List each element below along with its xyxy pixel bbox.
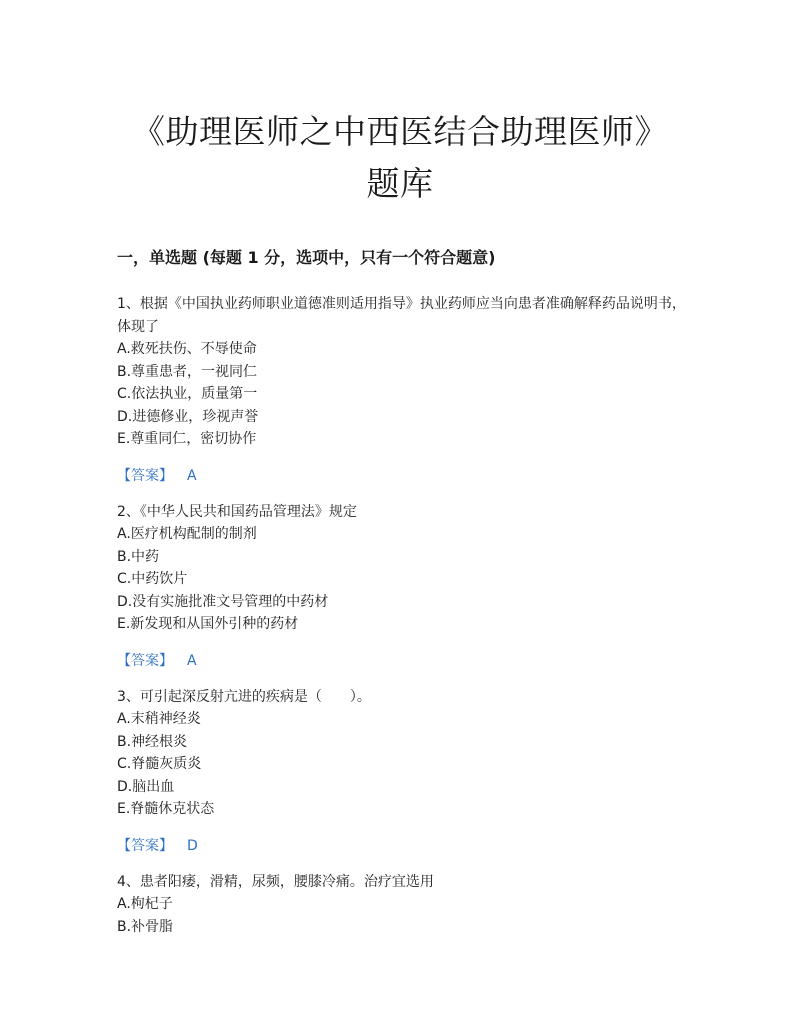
option-a: A.末稍神经炎 (117, 711, 201, 727)
option-c: C.依法执业，质量第一 (117, 386, 258, 402)
option-c: C.中药饮片 (117, 571, 188, 587)
answer-label: 【答案】 (117, 652, 173, 669)
answer-value: A (187, 467, 197, 484)
document-title-line1: 《助理医师之中西医结合助理医师》 (132, 112, 668, 151)
question-stem: 4、患者阳痿，滑精，尿频，腰膝冷痛。治疗宜选用 (117, 873, 434, 890)
option-e: E.尊重同仁，密切协作 (117, 431, 257, 447)
option-b: B.神经根炎 (117, 733, 188, 750)
question-stem: 2、《中华人民共和国药品管理法》规定 (117, 503, 357, 520)
answer-line (117, 650, 687, 672)
question-list (117, 293, 687, 938)
option-d: D.脑出血 (117, 778, 175, 795)
question-1 (117, 293, 687, 487)
option-e: E.新发现和从国外引种的药材 (117, 616, 299, 632)
option-d: D.没有实施批准文号管理的中药材 (117, 593, 329, 610)
answer-value: A (187, 652, 197, 669)
option-d: D.进德修业，珍视声誉 (117, 408, 259, 425)
document-title-line2: 题库 (366, 164, 434, 203)
document-title (0, 106, 800, 210)
section-heading: 一，单选题 (每题 1 分，选项中，只有一个符合题意) (117, 248, 496, 267)
answer-line (117, 465, 687, 487)
question-stem: 3、可引起深反射亢进的疾病是（ ）。 (117, 688, 371, 705)
option-a: A.救死扶伤、不辱使命 (117, 341, 257, 357)
option-a: A.医疗机构配制的制剂 (117, 526, 257, 542)
question-2 (117, 501, 687, 672)
option-b: B.补骨脂 (117, 918, 174, 935)
question-stem: 1、根据《中国执业药师职业道德准则适用指导》执业药师应当向患者准确解释药品说明书，体现了 (117, 296, 686, 335)
question-3 (117, 686, 687, 857)
answer-label: 【答案】 (117, 837, 173, 854)
option-a: A.枸杞子 (117, 896, 173, 912)
answer-line (117, 835, 687, 857)
answer-value: D (187, 837, 198, 854)
question-4 (117, 871, 687, 939)
answer-label: 【答案】 (117, 467, 173, 484)
option-e: E.脊髓休克状态 (117, 801, 215, 817)
option-b: B.尊重患者，一视同仁 (117, 363, 258, 380)
option-c: C.脊髓灰质炎 (117, 756, 202, 772)
option-b: B.中药 (117, 548, 160, 565)
